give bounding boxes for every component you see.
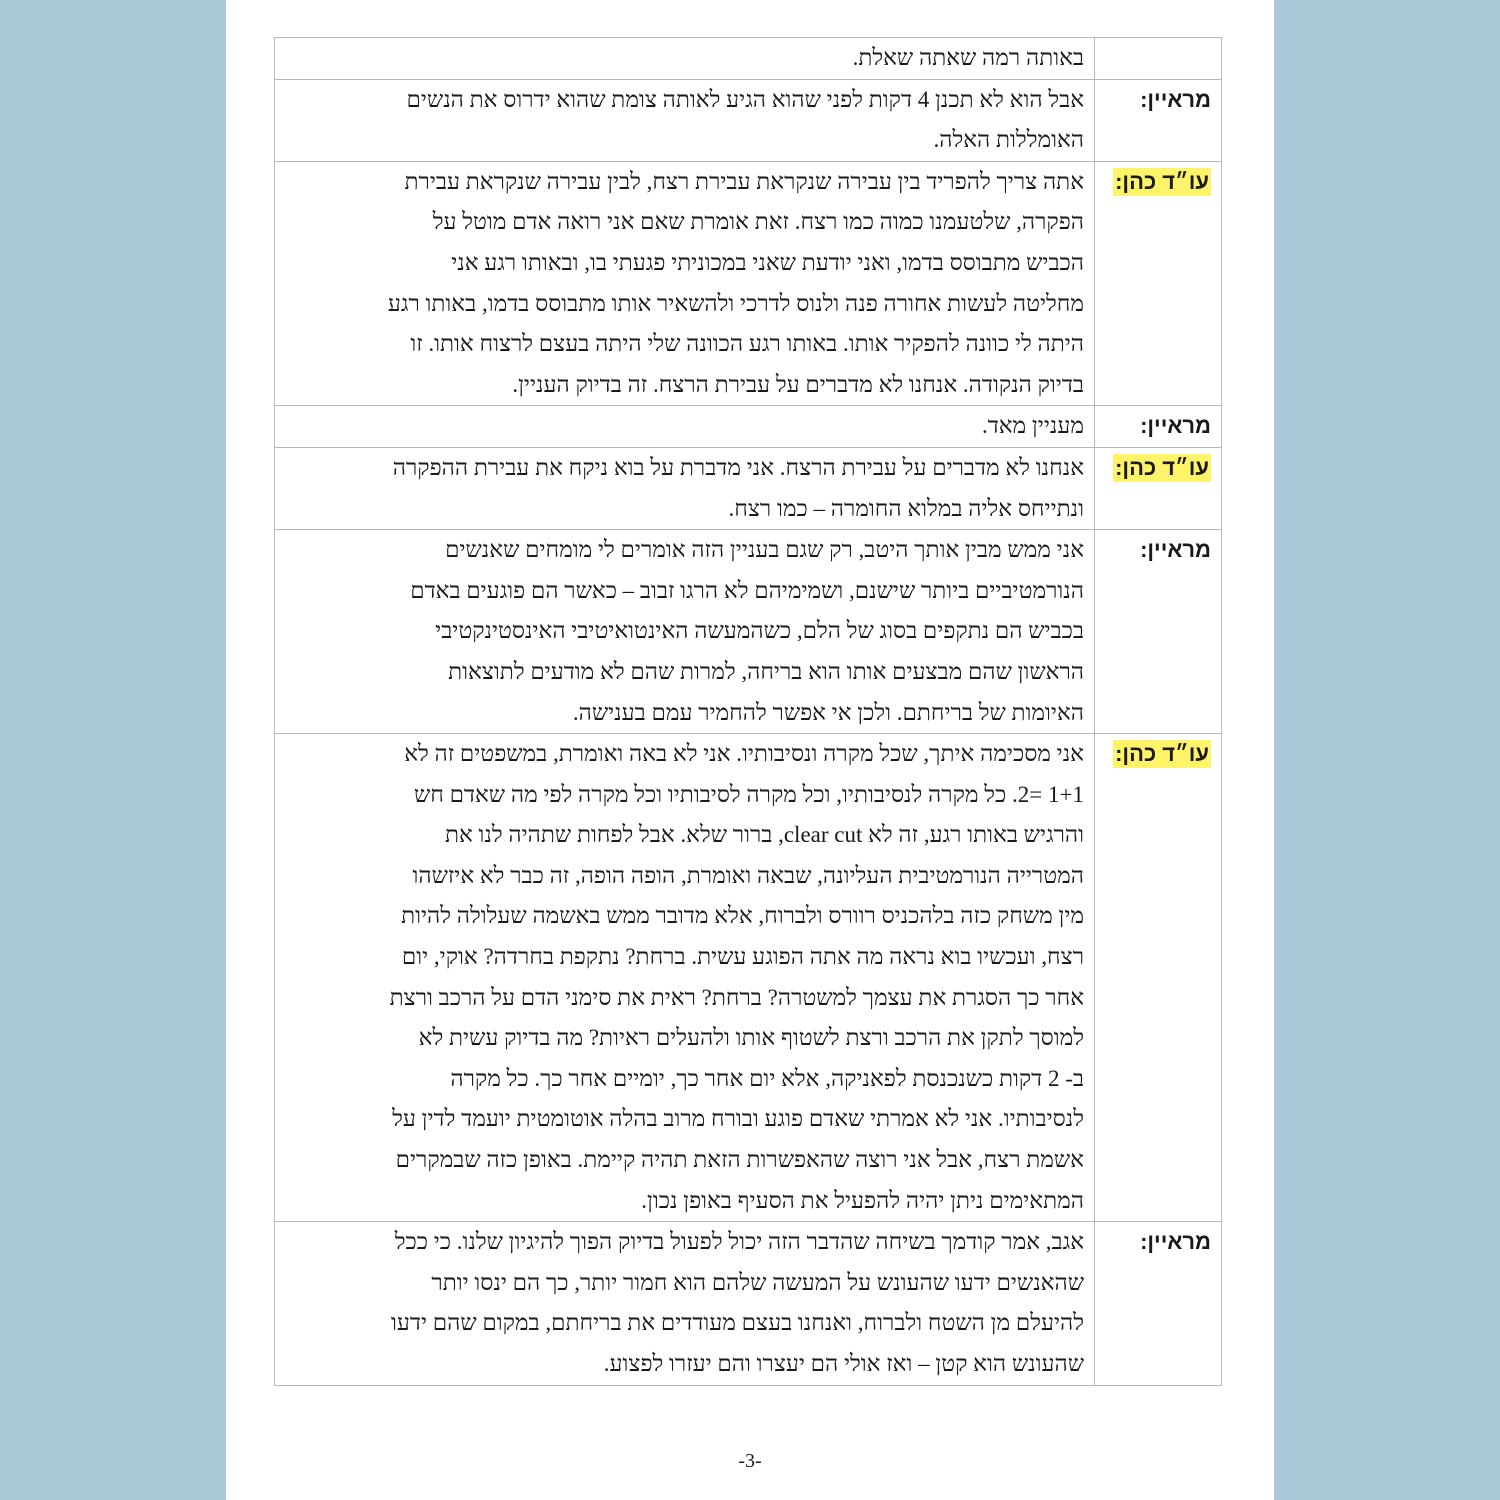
- speaker-cell: [1095, 79, 1222, 161]
- utterance-line: מין משחק כזה בלהכניס רוורס ולברוח, אלא מדובר ממש באשמה שעלולה להיות: [401, 903, 1084, 929]
- document-page: [226, 0, 1274, 1500]
- utterance-line: אשמת רצח, אבל אני רוצה שהאפשרות הזאת תהיה קיימת. באופן כזה שבמקרים: [395, 1147, 1084, 1173]
- transcript-table: [274, 37, 1222, 1386]
- transcript-row: [275, 1222, 1222, 1385]
- speaker-cell: [1095, 38, 1222, 80]
- utterance-line: אתה צריך להפריד בין עבירה שנקראת עבירת רצח, לבין עבירה שנקראת עבירת: [404, 168, 1084, 194]
- utterance-cell: [275, 79, 1095, 161]
- utterance-line: בכביש הם נתקפים בסוג של הלם, כשהמעשה האינטואיטיבי האינסטינקטיבי: [435, 618, 1084, 644]
- speaker-cell: [1095, 530, 1222, 734]
- utterance-line: אנחנו לא מדברים על עבירת הרצח. אני מדברת על בוא ניקח את עבירת ההפקרה: [392, 454, 1084, 480]
- speaker-label: מראיין:: [1140, 413, 1211, 439]
- speaker-label: מראיין:: [1140, 86, 1211, 112]
- utterance-line: המטרייה הנורמטיבית העליונה, שבאה ואומרת, הופה הופה, זה כבר לא איזשהו: [412, 862, 1084, 888]
- utterance-line: והרגיש באותו רגע, זה לא clear cut, ברור שלא. אבל לפחות שתהיה לנו את: [444, 822, 1084, 848]
- utterance-line: המתאימים ניתן יהיה להפעיל את הסעיף באופן נכון.: [641, 1187, 1084, 1213]
- utterance-line: אגב, אמר קודמך בשיחה שהדבר הזה יכול לפעול בדיוק הפוך להיגיון שלנו. כי ככל: [394, 1229, 1084, 1255]
- transcript-row: [275, 161, 1222, 406]
- utterance-line: שהעונש הוא קטן – ואז אולי הם יעצרו והם יעזרו לפצוע.: [603, 1351, 1084, 1376]
- utterance-line: האיומות של בריחתם. ולכן אי אפשר להחמיר עמם בענישה.: [572, 699, 1084, 725]
- utterance-line: לנסיבותיו. אני לא אמרתי שאדם פוגע ובורח מרוב בהלה אוטומטית יועמד לדין על: [392, 1106, 1084, 1132]
- utterance-cell: [275, 38, 1095, 80]
- utterance-line: היתה לי כוונה להפקיר אותו. באותו רגע הכוונה שלי היתה בעצם לרצוח אותו. זו: [410, 331, 1084, 357]
- speaker-cell: [1095, 161, 1222, 406]
- transcript-row: [275, 447, 1222, 529]
- transcript-row: [275, 79, 1222, 161]
- utterance-line: 1+1 =2. כל מקרה לנסיבותיו, וכל מקרה לסיבותיו וכל מקרה לפי מה שאדם חש: [413, 781, 1084, 807]
- utterance-line: האומללות האלה.: [933, 127, 1084, 153]
- utterance-line: ונתייחס אליה במלוא החומרה – כמו רצח.: [728, 495, 1084, 521]
- utterance-cell: [275, 406, 1095, 448]
- speaker-cell: [1095, 447, 1222, 529]
- transcript-rows: [275, 38, 1222, 1386]
- page-number: -3-: [738, 1450, 762, 1472]
- utterance-line: ב- 2 דקות כשנכנסת לפאניקה, אלא יום אחר כך, יומיים אחר כך. כל מקרה: [450, 1065, 1084, 1091]
- transcript-row: [275, 406, 1222, 448]
- utterance-line: רצח, ועכשיו בוא נראה מה אתה הפוגע עשית. ברחת? נתקפת בחרדה? אוקי, יום: [401, 944, 1084, 970]
- utterance-line: למוסך לתקן את הרכב ורצת לשטוף אותו ולהעלים ראיות? מה בדיוק עשית לא: [418, 1025, 1084, 1051]
- speaker-cell: [1095, 1222, 1222, 1385]
- speaker-label: עו״ד כהן:: [1115, 168, 1209, 194]
- utterance-cell: [275, 161, 1095, 406]
- speaker-cell: [1095, 734, 1222, 1222]
- speaker-cell: [1095, 406, 1222, 448]
- utterance-line: שהאנשים ידעו שהעונש על המעשה שלהם הוא חמור יותר, כך הם ינסו יותר: [431, 1269, 1084, 1295]
- speaker-label: עו״ד כהן:: [1115, 454, 1209, 480]
- utterance-line: הפקרה, שלטעמנו כמוה כמו רצח. זאת אומרת שאם אני רואה אדם מוטל על: [432, 209, 1084, 235]
- utterance-line: מעניין מאד.: [981, 413, 1084, 439]
- speaker-label: עו״ד כהן:: [1115, 741, 1209, 767]
- speaker-label: מראיין:: [1140, 1229, 1211, 1255]
- utterance-line: הראשון שהם מבצעים אותו הוא בריחה, למרות שהם לא מודעים לתוצאות: [448, 658, 1084, 684]
- utterance-line: אחר כך הסגרת את עצמך למשטרה? ברחת? ראית את סימני הדם על הרכב ורצת: [389, 984, 1084, 1010]
- utterance-line: באותה רמה שאתה שאלת.: [852, 45, 1084, 70]
- utterance-line: אבל הוא לא תכנן 4 דקות לפני שהוא הגיע לאותה צומת שהוא ידרוס את הנשים: [406, 86, 1084, 112]
- utterance-line: להיעלם מן השטח ולברוח, ואנחנו בעצם מעודדים את בריחתם, במקום שהם ידעו: [391, 1310, 1084, 1336]
- transcript-row: [275, 38, 1222, 80]
- speaker-label: מראיין:: [1140, 537, 1211, 563]
- utterance-cell: [275, 530, 1095, 734]
- transcript-row: [275, 734, 1222, 1222]
- utterance-line: מחליטה לעשות אחורה פנה ולנוס לדרכי ולהשאיר אותו מתבוסס בדמו, באותו רגע: [387, 290, 1084, 316]
- utterance-line: אני מסכימה איתך, שכל מקרה ונסיבותיו. אני לא באה ואומרת, במשפטים זה לא: [404, 741, 1084, 767]
- utterance-cell: [275, 447, 1095, 529]
- utterance-cell: [275, 1222, 1095, 1385]
- utterance-cell: [275, 734, 1095, 1222]
- utterance-line: הכביש מתבוסס בדמו, ואני יודעת שאני במכוניתי פגעתי בו, ובאותו רגע אני: [451, 249, 1084, 275]
- utterance-line: הנורמטיביים ביותר שישנם, ושמימיהם לא הרגו זבוב – כאשר הם פוגעים באדם: [410, 577, 1084, 603]
- utterance-line: אני ממש מבין אותך היטב, רק שגם בעניין הזה אומרים לי מומחים שאנשים: [445, 537, 1084, 563]
- transcript-row: [275, 530, 1222, 734]
- utterance-line: בדיוק הנקודה. אנחנו לא מדברים על עבירת הרצח. זה בדיוק העניין.: [512, 371, 1084, 397]
